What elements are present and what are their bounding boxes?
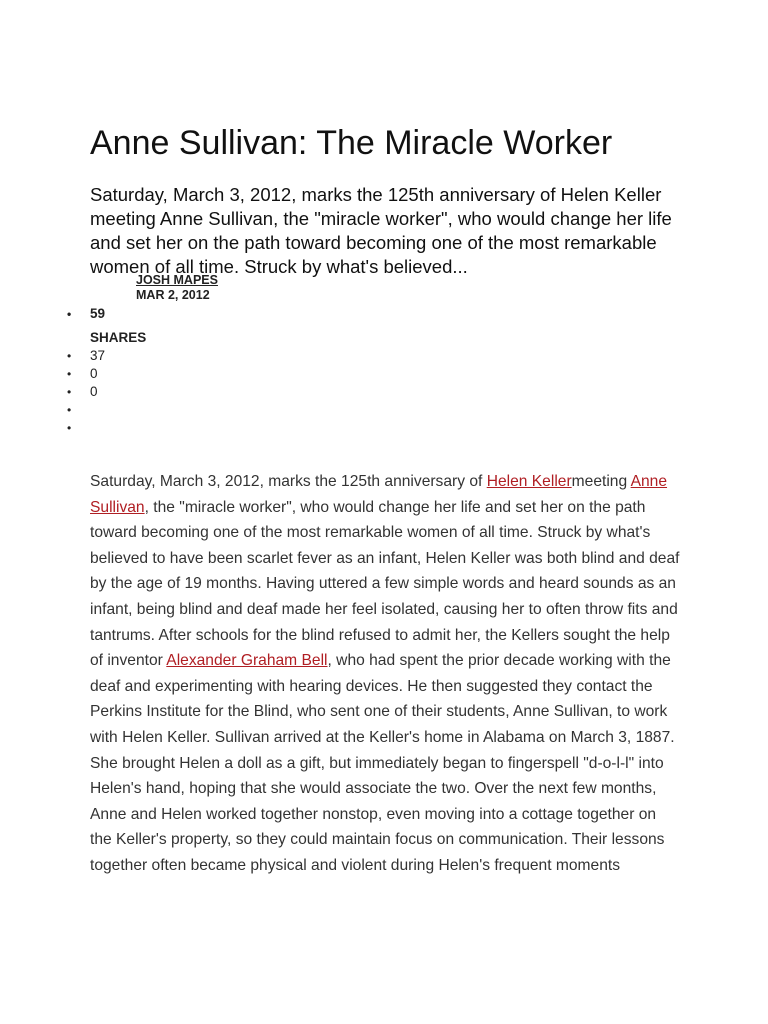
share-total-count: 59 — [90, 306, 106, 321]
article-body — [90, 469, 680, 879]
author-link[interactable]: JOSH MAPES — [136, 273, 218, 287]
share-total-label: SHARES — [90, 330, 147, 345]
share-item[interactable] — [0, 383, 146, 401]
helen-keller-link[interactable]: Helen Keller — [486, 473, 572, 490]
share-count: 0 — [90, 366, 98, 381]
share-item[interactable] — [0, 365, 146, 383]
body-text-segment: , who had spent the prior decade working with the deaf and experimenting with hearing devices. He then suggested they contact the Perkins Institute for the Blind, who sent one of their students, Anne Sullivan, to work with Helen Keller. Sullivan arrived at the Keller's home in Alabama on March 3, 1887. She brought Helen a doll as a gift, but immediately began to fingerspell "d-o-l-l" into Helen's hand, hoping that she would associate the two. Over the next few months, Anne and Helen worked together nonstop, even moving into a cottage together on the Keller's property, so they could maintain focus on communication. Their lessons together often became physical and violent during Helen's frequent moments — [90, 652, 675, 874]
share-list — [0, 305, 146, 437]
body-text-segment: meeting — [571, 473, 631, 490]
article-summary: Saturday, March 3, 2012, marks the 125th anniversary of Helen Keller meeting Anne Sullivan, the "miracle worker", who would change her life and set her on the path toward becoming one of the most remarkable women of all time. Struck by what's believed... — [90, 184, 672, 277]
anne-sullivan-link[interactable]: Anne Sullivan — [90, 473, 668, 516]
share-item[interactable] — [0, 347, 146, 365]
share-count: 37 — [90, 348, 106, 363]
byline — [136, 273, 218, 303]
publish-date: MAR 2, 2012 — [136, 288, 210, 302]
bullet-icon: • — [67, 385, 72, 399]
bullet-icon: • — [67, 421, 72, 435]
share-total — [0, 305, 146, 347]
share-item[interactable] — [0, 401, 146, 419]
body-text-segment: Saturday, March 3, 2012, marks the 125th anniversary of — [90, 473, 487, 490]
bullet-icon: • — [67, 367, 72, 381]
bullet-icon: • — [67, 403, 72, 417]
body-text-segment: , the "miracle worker", who would change her life and set her on the path toward becoming one of the most remarkable women of all time. Struck by what's believed to have been scarlet fever as an infant, Helen Keller was both blind and deaf by the age of 19 months. Having uttered a few simple words and heard sounds as an infant, being blind and deaf made her feel isolated, causing her to often throw fits and tantrums. After schools for the blind refused to admit her, the Kellers sought the help of inventor — [90, 498, 680, 670]
alexander-graham-bell-link[interactable]: Alexander Graham Bell — [166, 652, 328, 670]
bullet-icon: • — [67, 349, 72, 363]
share-count: 0 — [90, 384, 98, 399]
bullet-icon: • — [67, 307, 72, 321]
share-item[interactable] — [0, 419, 146, 437]
article-title: Anne Sullivan: The Miracle Worker — [90, 124, 613, 162]
